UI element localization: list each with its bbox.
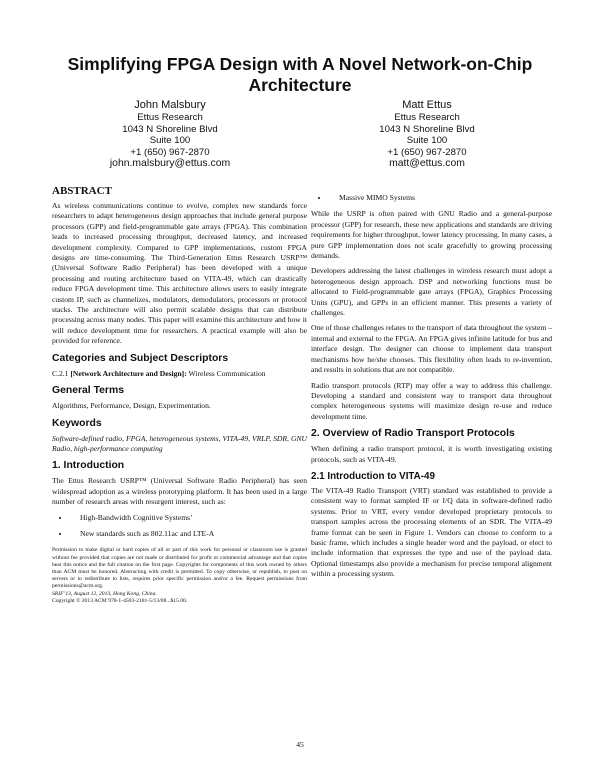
author-org: Ettus Research [394,112,460,123]
paragraph: Radio transport protocols (RTP) may offer a way to address this challenge. Developing a standard and consistent way to transport data throughout complex heterogeneous systems will maximize design re-use and reduce development time. [311,380,552,421]
abstract-text: As wireless communications continue to evolve, complex new standards force researchers to adapt heterogeneous design approaches that include general purpose processors (GPP) and field-programmable gate arrays (FPGA). This combination leads to increased processing throughput, decreased latency, and increased development complexity. Compared to GPP implementations, custom FPGA designs are time-consuming. The Third-Generation Ettus Research USRP™ (Universal Software Radio Peripheral) has been developed with a unique processing and routing architecture based on VITA-49, which can drastically reduce FPGA development time. This architecture allows users to easily integrate custom IP, such as channelizes, modulators, demodulators, processors or protocol stacks. The architecture will also permit scalable designs that can distribute processing across many nodes. This paper will examine this architecture and how it will reduce development time for researchers. A practical example will also be provided for reference. [52,201,307,346]
intro-text: The Ettus Research USRP™ (Universal Software Radio Peripheral) has seen widespread adoption as a wireless prototyping platform. It has been used in a large number of research areas with resurgent interest, such as: [52,476,307,507]
author-suite: Suite 100 [406,135,448,147]
categories-heading: Categories and Subject Descriptors [52,352,229,364]
author-phone: +1 (650) 967-2870 [130,146,210,158]
intro-heading: 1. Introduction [52,460,125,472]
paragraph: While the USRP is often paired with GNU Radio and a general-purpose processor (GPP) for research, these new applications and standards are driving requirements for higher throughput, lower latency processing. In many cases, a pure GPP implementation does not scale gracefully to growing processing demands. [311,209,552,261]
author-phone: +1 (650) 967-2870 [387,146,467,158]
author-street: 1043 N Shoreline Blvd [379,123,475,135]
keywords-text: Software-defined radio, FPGA, heterogeneous systems, VITA-49, VRLP, SDR, GNU Radio, high-performance computing [52,433,307,453]
general-terms-heading: General Terms [52,385,124,397]
paragraph: Developers addressing the latest challenges in wireless research must adopt a heterogeneous design approach. DSP and networking functions must be allocated to Field-programmable gate arrays (FPGA), Graphics Processing Units (GPU), and GPPs in an efficient manner. This presents a variety of challenges. [311,266,552,318]
paper-title: Simplifying FPGA Design with A Novel Network-on-Chip Architecture [67,54,533,95]
categories-text [52,369,307,379]
permission-block [52,547,307,605]
category-rest: Wireless Communication [188,368,266,378]
author-org: Ettus Research [137,112,203,123]
right-bullet-list [311,193,552,203]
author-email: john.malsbury@ettus.com [109,158,231,170]
page-number: 45 [296,740,304,749]
copyright-text: Copyright © 2013 ACM 978-1-4503-2181-5/13/08...$15.00. [52,597,188,604]
section2-heading: 2. Overview of Radio Transport Protocols [311,428,515,440]
conference-info: SRIF’13, August 12, 2013, Hong Kong, China. [52,590,157,597]
right-column [311,193,552,585]
category-term: [Network Architecture and Design]: [70,368,187,378]
author-suite: Suite 100 [149,135,191,147]
author-block-1 [70,99,270,170]
intro-bullet-list [52,513,307,540]
list-item: • New standards such as 802.11ac and LTE-A [70,529,307,539]
author-email: matt@ettus.com [389,158,465,170]
list-item: • High-Bandwidth Cognitive Systems’ [70,513,307,523]
author-name: John Malsbury [134,99,206,111]
list-item: • Massive MIMO Systems [329,193,552,203]
keywords-heading: Keywords [52,417,102,429]
section2-text: When defining a radio transport protocol, it is worth investigating existing protocols, such as VITA-49. [311,444,552,464]
left-column [52,185,307,605]
author-name: Matt Ettus [402,99,452,111]
section21-text: The VITA-49 Radio Transport (VRT) standard was established to provide a consistent way to format sampled IF or I/Q data in software-defined radio systems. Prior to VRT, every vendor developed proprietary protocols to transport samples across the processing elements of an SDR. The VITA-49 frame format can be seen in Figure 1. Vendors can choose to conform to a basic frame, which includes a single header word and the payload, or elect to include information that expresses the type and use of the payload data. Optional timestamps also provide a mechanism for precise temporal alignment within a processing system. [311,485,552,579]
general-terms-text: Algorithms, Performance, Design, Experimentation. [52,401,211,411]
permission-text: Permission to make digital or hard copies of all or part of this work for personal or classroom use is granted without fee provided that copies are not made or distributed for profit or commercial advantage and that copies bear this notice and the full citation on the first page. Copyrights for components of this work owned by others than ACM must be honored. Abstracting with credit is permitted. To copy otherwise, or republish, to post on servers or to redistribute to lists, requires prior specific permission and/or a fee. Request permissions from permissions@acm.org. [52,547,307,590]
author-block-2 [327,99,527,170]
section21-heading: 2.1 Introduction to VITA-49 [311,470,435,482]
paragraph: One of those challenges relates to the transport of data throughout the system – internal and external to the FPGA. An FPGA gives infinite latitude for bus and interface design. The designer can choose to implement data transport mechanisms how he/she chooses. This flexibility often leads to re-invention, and results in solutions that are not compatible. [311,323,552,375]
author-street: 1043 N Shoreline Blvd [122,123,218,135]
category-code: C.2.1 [52,368,69,378]
abstract-heading: ABSTRACT [52,185,112,197]
